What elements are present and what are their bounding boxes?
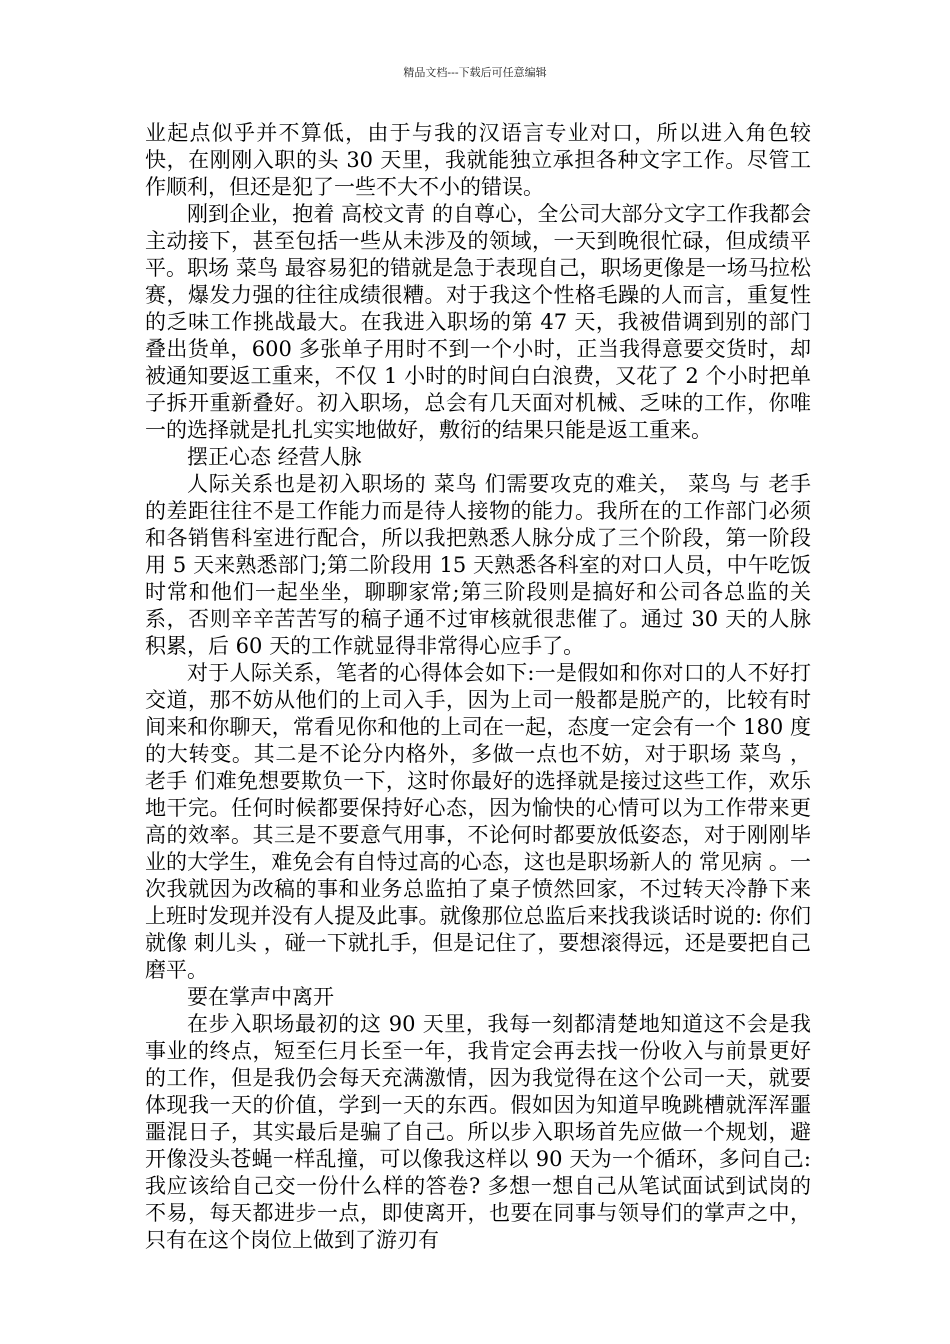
paragraph-5: 在步入职场最初的这 90 天里，我每一刻都清楚地知道这不会是我事业的终点，短至仨月长至一年，我肯定会再去找一份收入与前景更好的工作，但是我仍会每天充满激情，因为我觉得在这个公司一天，就要体现我一天的价值，学到一天的东西。假如因为知道早晚跳槽就浑浑噩噩混日子，其实最后是骗了自己。所以步入职场首先应做一个规划，避开像没头苍蝇一样乱撞，可以像我这样以 90 天为一个循环，多问自己: 我应该给自己交一份什么样的答卷? 多想一想自己从笔试面试到试岗的不易，每天都进步一点，即使离开，也要在同事与领导们的掌声之中，只有在这个岗位上做到了游刃有	[145, 1012, 811, 1252]
document-body	[145, 120, 811, 1254]
paragraph-1: 业起点似乎并不算低，由于与我的汉语言专业对口，所以进入角色较快，在刚刚入职的头 30 天里，我就能独立承担各种文字工作。尽管工作顺利，但还是犯了一些不大不小的错误。	[145, 121, 811, 199]
section-heading-2: 要在掌声中离开	[187, 985, 334, 1009]
page-header: 精品文档---下载后可任意编辑	[403, 66, 547, 79]
section-heading-1: 摆正心态 经营人脉	[187, 445, 362, 469]
paragraph-3: 人际关系也是初入职场的 菜鸟 们需要攻克的难关， 菜鸟 与 老手 的差距往往不是工作能力而是待人接物的能力。我所在的工作部门必须和各销售科室进行配合，所以我把熟悉人脉分成了三个阶段，第一阶段用 5 天来熟悉部门;第二阶段用 15 天熟悉各科室的对口人员，中午吃饭时常和他们一起坐坐，聊聊家常;第三阶段则是搞好和公司各总监的关系，否则辛辛苦苦写的稿子通不过审核就很悲催了。通过 30 天的人脉积累，后 60 天的工作就显得非常得心应手了。	[145, 472, 811, 658]
paragraph-4: 对于人际关系，笔者的心得体会如下:一是假如和你对口的人不好打交道，那不妨从他们的上司入手，因为上司一般都是脱产的，比较有时间来和你聊天，常看见你和他的上司在一起，态度一定会有一个 180 度的大转变。其二是不论分内格外，多做一点也不妨，对于职场 菜鸟 ， 老手 们难免想要欺负一下，这时你最好的选择就是接过这些工作，欢乐地干完。任何时候都要保持好心态，因为愉快的心情可以为工作带来更高的效率。其三是不要意气用事，不论何时都要放低姿态，对于刚刚毕业的大学生，难免会有自恃过高的心态，这也是职场新人的 常见病 。一次我就因为改稿的事和业务总监拍了桌子愤然回家，不过转天冷静下来上班时发现并没有人提及此事。就像那位总监后来找我谈话时说的: 你们就像 刺儿头 ，碰一下就扎手，但是记住了，要想滚得远，还是要把自己磨平。	[145, 661, 811, 982]
paragraph-2: 刚到企业，抱着 高校文青 的自尊心，全公司大部分文字工作我都会主动接下，甚至包括一些从未涉及的领域，一天到晚很忙碌，但成绩平平。职场 菜鸟 最容易犯的错就是急于表现自己，职场更像是一场马拉松赛，爆发力强的往往成绩很糟。对于我这个性格毛躁的人而言，重复性的乏味工作挑战最大。在我进入职场的第 47 天，我被借调到别的部门叠出货单，600 多张单子用时不到一个小时，正当我得意要交货时，却被通知要返工重来，不仅 1 小时的时间白白浪费，又花了 2 个小时把单子拆开重新叠好。初入职场，总会有几天面对机械、乏味的工作，你唯一的选择就是扎扎实实地做好，敷衍的结果只能是返工重来。	[145, 202, 811, 442]
